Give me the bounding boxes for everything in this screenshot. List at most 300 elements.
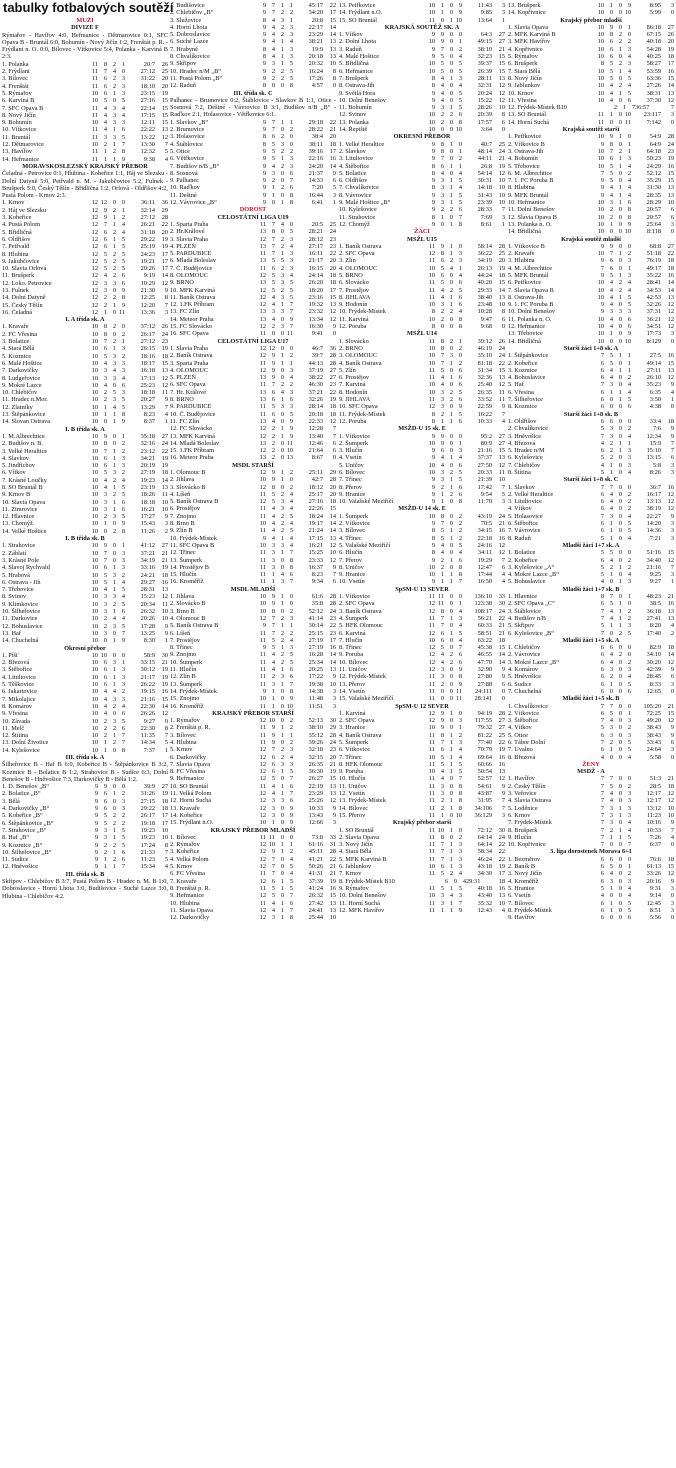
games: 10 [91,323,98,331]
games: 7 [600,775,604,783]
games: 11 [428,760,435,768]
wins: 8 [440,344,444,352]
table-row [508,192,674,199]
score: 15:23 [140,593,155,601]
score: 27:12 [140,214,155,222]
table-row [170,403,336,410]
team-name: 10. Kopřivnice [508,841,546,849]
score: 32:90 [477,666,492,674]
games: 6 [600,877,604,885]
draws: 0 [618,264,622,272]
points: 12 [498,775,505,783]
points: 27 [329,366,336,374]
games: 7 [600,629,604,637]
score: 38:10 [477,45,492,53]
team-name: 4. Pustá Polom [2,221,40,229]
wins: 3 [103,367,107,375]
games: 6 [600,651,604,659]
score: 12:28 [308,425,323,433]
draws: 3 [449,352,453,360]
table-row [170,761,336,768]
score: 76:19 [646,257,661,265]
team-name: 10. Šilheřovice [2,608,41,616]
games: 11 [259,636,266,644]
table-row [508,418,674,425]
losses: 5 [627,680,631,688]
points: 30 [329,717,336,725]
games: 10 [597,147,604,155]
wins: 1 [609,746,613,754]
table-row [508,141,674,148]
team-name: 4. Malé Hoštice [339,53,380,61]
standings-table [2,323,168,425]
games: 11 [597,111,604,119]
draws: 1 [618,826,622,834]
losses: 5 [627,738,631,746]
team-name: 2. Vítkovice [508,709,540,717]
draws: 4 [449,264,453,272]
wins: 8 [609,31,613,39]
points: 22 [329,622,336,630]
score: 12:17 [646,797,661,805]
team-name: 1. Slavkov „B“ [170,118,209,126]
draws: 1 [449,797,453,805]
points: 16 [161,688,168,696]
points: 11 [498,396,505,404]
points: 28 [329,731,336,739]
team-name: 7. Kravaře [170,877,197,885]
draws: 2 [112,228,116,236]
points: 4 [164,863,168,871]
losses: 2 [121,352,125,360]
games: 9 [600,191,604,199]
wins: 4 [440,169,444,177]
table-row [170,892,336,899]
table-row [508,155,674,162]
points: 16 [498,884,505,892]
losses: 5 [289,651,293,659]
points: 12 [329,308,336,316]
score: 23:32 [308,308,323,316]
team-name: 5. MFK Bruntál [508,271,549,279]
games: 7 [600,607,604,615]
points: 3 [670,2,674,9]
table-row [170,578,336,585]
points: 28 [329,476,336,484]
wins: 3 [609,381,613,389]
team-name: 6. Bílovec [339,469,365,476]
wins: 5 [103,578,107,586]
points: 15 [329,892,336,900]
wins: 5 [609,863,613,871]
team-name: 9. Znojmo [170,651,197,659]
draws: 0 [618,782,622,790]
score: 35:18 [140,432,155,440]
losses: 3 [458,855,462,863]
wins: 2 [103,141,107,149]
table-row [170,834,336,841]
games: 9 [262,177,266,185]
points: 18 [329,498,336,506]
score: 28:11 [477,74,492,82]
team-name: 9. Kozmice „B“ [2,841,43,849]
points: 20 [161,82,168,90]
games: 12 [91,294,98,302]
table-row [339,265,505,272]
games: 12 [259,855,266,863]
draws: 3 [112,352,116,360]
team-name: 7. Strahovice „B“ [2,826,47,834]
games: 10 [597,199,604,207]
wins: 1 [103,863,107,871]
games: 12 [91,286,98,294]
table-row [508,440,674,447]
table-row [339,615,505,622]
losses: 2 [289,848,293,856]
table-row [339,272,505,279]
wins: 1 [103,739,107,747]
team-name: 15. FC Slovácko [170,323,213,331]
losses: 1 [627,352,631,360]
team-name: 10. Krnov [508,89,534,97]
table-row [2,97,168,104]
table-row [170,498,336,505]
table-row [339,9,505,16]
table-row [508,564,674,571]
team-name: 9. Heřmanice [170,775,204,783]
score: 63:36 [646,74,661,82]
points: 16 [498,753,505,761]
score: 28:14 [308,403,323,411]
draws: 2 [618,651,622,659]
team-name: 10. Závada [2,717,30,725]
draws: 0 [618,738,622,746]
score: 56:21 [477,614,492,622]
games: 10 [91,673,98,681]
draws: 1 [112,155,116,163]
score: 21:30 [140,286,155,294]
score: 26:35 [308,760,323,768]
losses: 2 [458,833,462,841]
draws: 0 [618,23,622,31]
wins: 6 [440,863,444,871]
points: 6 [332,578,336,586]
games: 10 [91,732,98,740]
wins: 2 [103,622,107,630]
team-name: 8. Frýdek-Místek [508,906,552,914]
table-row [508,914,674,921]
wins: 5 [271,498,275,506]
table-row [339,294,505,301]
wins: 4 [271,782,275,790]
losses: 2 [289,483,293,491]
table-row [339,301,505,308]
score: 34:53 [646,286,661,294]
table-row [170,433,336,440]
losses: 6 [458,490,462,498]
games: 8 [431,534,435,542]
team-name: 10. Dolní Benešov [508,308,556,316]
draws: 1 [618,45,622,53]
table-row [170,637,336,644]
draws: 0 [449,67,453,75]
points: 27 [161,542,168,550]
team-name: 8. Štítina [508,469,531,476]
draws: 2 [618,82,622,90]
table-row [170,630,336,637]
losses: 5 [458,541,462,549]
team-name: 12. Poruba [339,323,367,331]
draws: 0 [618,169,622,177]
draws: 5 [280,257,284,265]
wins: 0 [103,637,107,645]
team-name: 13. Třebovice [508,330,543,338]
draws: 3 [112,659,116,667]
losses: 4 [121,221,125,229]
score: 86:18 [646,23,661,31]
points: 10 [498,301,505,309]
score: 13:34 [308,315,323,323]
score: 72:25 [646,709,661,717]
losses: 4 [627,534,631,542]
draws: 0 [618,899,622,907]
wins: 5 [440,534,444,542]
wins: 2 [440,111,444,119]
points: 13 [667,366,674,374]
wins: 4 [609,279,613,287]
score: 58:9 [143,651,155,659]
games: 10 [259,600,266,608]
score: 38:43 [646,731,661,739]
team-name: 3. Kobeřice [170,848,200,856]
losses: 2 [121,214,125,222]
score: 14:36 [646,527,661,535]
table-row [339,381,505,388]
losses: 3 [458,74,462,82]
games: 12 [259,863,266,871]
wins: 2 [609,826,613,834]
losses: 6 [627,199,631,207]
team-name: 3. Hranice [339,724,366,732]
wins: 7 [271,242,275,250]
team-name: 3. Raduň [339,45,362,53]
table-row [339,797,505,804]
standings-table [170,834,336,922]
wins: 5 [440,870,444,878]
score: 27:19 [308,644,323,652]
points: 20 [161,228,168,236]
table-row [170,60,336,67]
points: 27 [161,432,168,440]
games: 7 [600,264,604,272]
losses: 1 [121,206,125,214]
team-name: 12. Bohuslavice [2,622,43,630]
team-name: 5. Dobroslavice [170,31,210,39]
points: 12 [667,308,674,316]
team-name: 11. Vřesina [508,96,537,104]
wins: 9 [271,359,275,367]
table-row [2,90,168,97]
points: 19 [667,45,674,53]
table-row [2,83,168,90]
wins: 3 [271,804,275,812]
draws: 1 [280,724,284,732]
games: 9 [94,805,98,813]
team-name: 7. Frýdek-Místek [508,819,552,827]
team-name: 14. Velké Hoštice [2,527,47,535]
wins: 9 [271,366,275,374]
wins: 4 [440,74,444,82]
wins: 2 [609,439,613,447]
wins: 1 [440,2,444,9]
losses: 1 [458,264,462,272]
wins: 8 [440,250,444,258]
losses: 5 [121,484,125,491]
points: 14 [161,476,168,484]
games: 11 [259,250,266,258]
losses: 0 [458,352,462,360]
table-row [2,404,168,411]
table-row [170,527,336,534]
points: 31 [329,841,336,849]
games: 10 [91,418,98,426]
team-name: 8. BRNO [170,396,194,404]
table-row [2,572,168,579]
team-name: 5. Rýmařov [508,53,538,61]
losses: 5 [121,133,125,141]
games: 12 [259,235,266,243]
points: 13 [329,534,336,542]
score: 33:15 [140,659,155,667]
table-row [2,455,168,462]
standings-table [508,703,674,761]
points: 21 [667,702,674,710]
wins: 4 [440,96,444,104]
table-row [339,637,505,644]
games: 6 [600,731,604,739]
table-row [508,272,674,279]
table-row [508,184,674,191]
points: 9 [670,731,674,739]
table-row [2,557,168,564]
draws: 1 [618,199,622,207]
team-name: 11. Deštné [170,191,197,199]
points: 10 [329,914,336,922]
team-name: 4. Kroměříž [508,877,539,885]
draws: 1 [449,359,453,367]
games: 10 [259,520,266,528]
losses: 3 [627,666,631,674]
score: 9:34 [311,578,323,586]
points: 28 [667,133,674,141]
score: 9:47 [480,315,492,323]
games: 10 [428,863,435,871]
table-row [170,316,336,323]
score: 13:43 [308,811,323,819]
table-row [2,287,168,294]
draws: 0 [449,403,453,411]
wins: 6 [440,746,444,754]
team-name: 1. Štěpánkovice [508,352,549,360]
team-name: 10. Č. Budějovice [170,410,216,418]
games: 11 [428,870,435,878]
games: 10 [428,892,435,900]
score: 8:20 [649,622,661,630]
score: 26:20 [308,279,323,287]
draws: 3 [280,797,284,805]
points: 9 [670,512,674,520]
points: 21 [498,520,505,528]
games: 11 [259,666,266,674]
games: 6 [600,505,604,513]
score: 9:41 [311,330,323,338]
team-name: 11. Frýdek-Místek [339,410,386,418]
team-name: 5. PLZEŇ [170,374,196,382]
team-name: 15. SO Bruntál [339,16,377,24]
table-row [508,622,674,629]
draws: 0 [449,38,453,46]
wins: 2 [440,315,444,323]
wins: 4 [271,505,275,513]
points: 13 [329,906,336,914]
wins: 7 [103,556,107,564]
losses: 6 [289,571,293,579]
points: 13 [329,38,336,46]
losses: 6 [627,914,631,922]
losses: 7 [289,906,293,914]
table-row [508,90,674,97]
points: 17 [667,60,674,68]
table-row [339,630,505,637]
standings-table [2,199,168,316]
team-name: 16. Meteor Praha [170,454,214,462]
losses: 1 [121,542,125,550]
score: 25:17 [308,490,323,498]
points: 23 [667,147,674,155]
table-row [508,396,674,403]
score: 22:16 [308,155,323,163]
draws: 1 [280,622,284,630]
points: 20 [161,75,168,83]
wins: 5 [440,527,444,535]
team-name: 1. Šumperk [339,512,369,520]
wins: 1 [271,571,275,579]
losses: 0 [627,133,631,141]
points: 15 [161,104,168,112]
points: 33 [498,593,505,601]
points: 20 [329,490,336,498]
wins: 7 [440,359,444,367]
team-name: 12. Darkovičky [170,914,210,922]
games: 12 [259,892,266,900]
draws: 2 [112,250,116,258]
losses: 8 [121,527,125,535]
table-row [2,484,168,491]
losses: 9 [121,418,125,426]
wins: 3 [609,308,613,316]
wins: 1 [440,811,444,819]
score: 20:32 [308,60,323,68]
losses: 1 [289,731,293,739]
draws: 1 [112,462,116,470]
table-row [508,82,674,89]
team-name: 8. Raduň [508,534,531,542]
wins: 4 [271,512,275,520]
draws: 3 [280,673,284,681]
wins: 4 [609,286,613,294]
games: 9 [94,848,98,856]
points: 19 [161,681,168,689]
